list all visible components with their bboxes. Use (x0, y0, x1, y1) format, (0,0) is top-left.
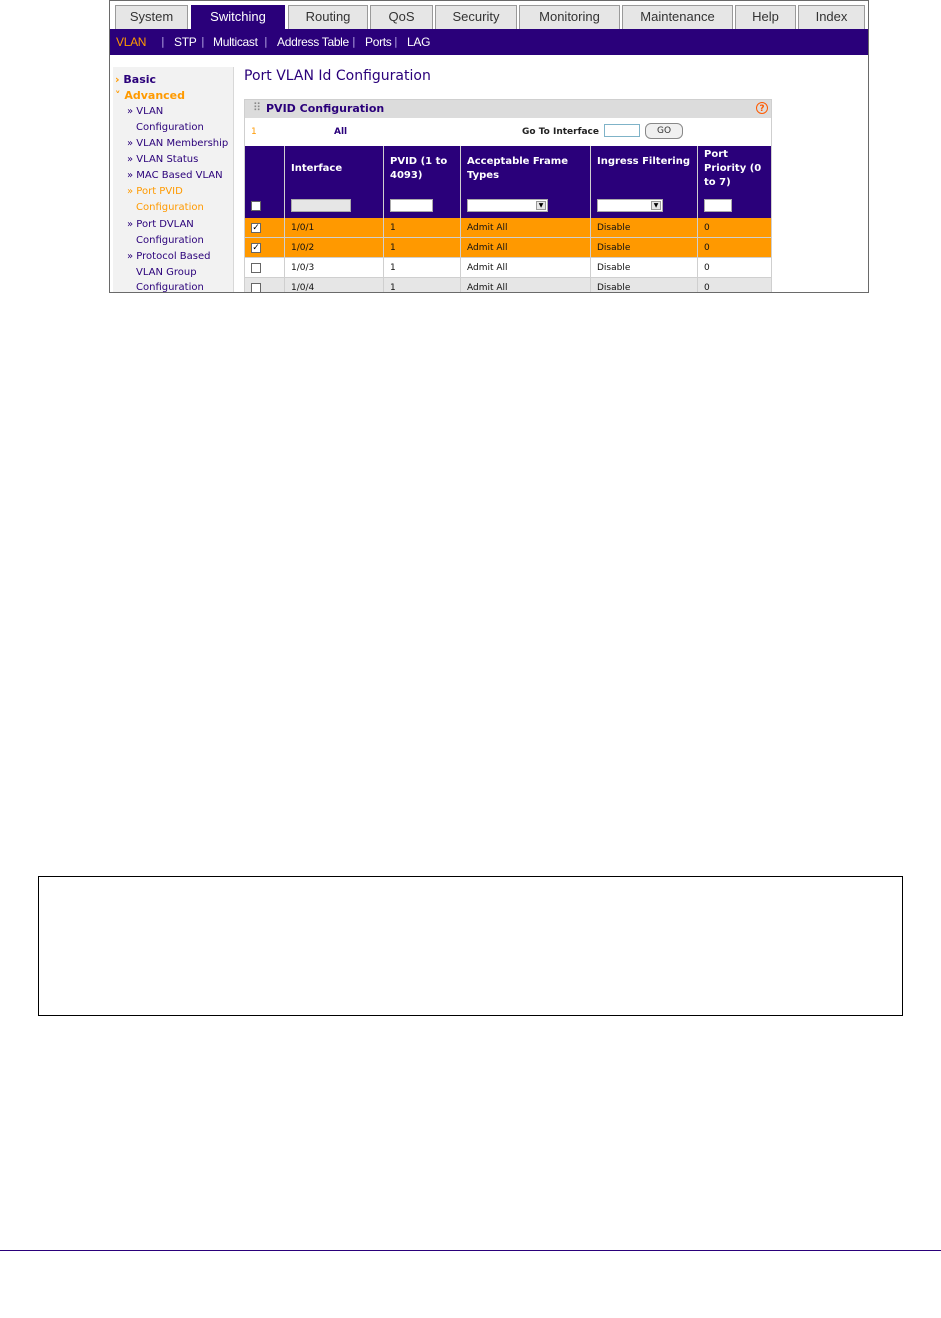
filter-frame-types-cell (461, 194, 591, 218)
all-link[interactable]: All (334, 127, 348, 137)
header-select (245, 146, 285, 194)
pvid-configuration-panel (244, 99, 772, 293)
row-checkbox[interactable] (251, 283, 261, 293)
filter-pvid-cell (384, 194, 461, 218)
nav-advanced[interactable] (115, 89, 185, 102)
nav-port-pvid-configuration[interactable]: » Port PVID (127, 186, 183, 197)
filter-select-cell (245, 194, 285, 218)
row-port-priority: 0 (698, 218, 771, 238)
row-frame-types: Admit All (461, 218, 591, 238)
subnav-address-table[interactable]: Address Table (277, 35, 349, 49)
filter-priority-cell (698, 194, 771, 218)
nav-advanced-label: Advanced (124, 89, 186, 102)
row-pvid: 1 (384, 278, 461, 293)
nav-vlan-membership[interactable]: » VLAN Membership (127, 138, 229, 149)
pagination-row (245, 122, 771, 142)
subnav-ports[interactable]: Ports (365, 35, 392, 49)
chevron-right-icon: › (115, 73, 120, 86)
tab-qos[interactable]: QoS (370, 5, 433, 29)
row-pvid: 1 (384, 218, 461, 238)
chevron-down-icon: ˅ (115, 89, 121, 102)
nav-vlan-configuration[interactable]: » VLAN (127, 106, 164, 117)
goto-interface-input[interactable] (604, 124, 640, 137)
subnav-separator: | (201, 35, 205, 48)
subnav-lag[interactable]: LAG (407, 35, 431, 49)
row-checkbox[interactable] (251, 263, 261, 273)
page-number-link[interactable]: 1 (251, 127, 257, 137)
subnav-vlan[interactable]: VLAN (116, 35, 147, 49)
filter-interface-cell (285, 194, 384, 218)
row-ingress-filtering: Disable (591, 218, 698, 238)
row-checkbox[interactable]: ✓ (252, 243, 260, 253)
footer-rule (0, 1250, 941, 1251)
port-priority-input[interactable] (704, 199, 732, 212)
nav-port-dvlan-configuration-line2[interactable]: Configuration (136, 235, 204, 246)
panel-header (245, 100, 771, 118)
header-interface: Interface (285, 146, 384, 194)
row-select-cell (245, 218, 285, 238)
subnav-separator: | (264, 35, 268, 48)
row-ingress-filtering: Disable (591, 238, 698, 258)
nav-protocol-based-vlan-group[interactable]: » Protocol Based (127, 251, 211, 262)
header-acceptable-frame-types: Acceptable Frame Types (461, 146, 591, 194)
drag-handle-icon: ⠿ (253, 101, 262, 114)
nav-basic[interactable] (115, 73, 156, 86)
ingress-filtering-select[interactable] (597, 199, 663, 212)
tab-monitoring[interactable]: Monitoring (519, 5, 620, 29)
select-all-checkbox[interactable] (251, 201, 261, 211)
row-frame-types: Admit All (461, 238, 591, 258)
row-port-priority: 0 (698, 258, 771, 278)
tab-switching[interactable]: Switching (191, 5, 285, 29)
header-ingress-filtering: Ingress Filtering (591, 146, 698, 194)
subnav-stp[interactable]: STP (174, 35, 197, 49)
row-select-cell (245, 278, 285, 293)
row-frame-types: Admit All (461, 258, 591, 278)
row-select-cell (245, 258, 285, 278)
screenshot-frame (109, 0, 869, 293)
tab-index[interactable]: Index (798, 5, 865, 29)
row-frame-types: Admit All (461, 278, 591, 293)
sub-navigation (110, 29, 868, 55)
header-port-priority: Port Priority (0 to 7) (698, 146, 771, 194)
interface-filter-field (291, 199, 351, 212)
nav-protocol-based-vlan-group-line3[interactable]: Configuration (136, 282, 204, 293)
subnav-multicast[interactable]: Multicast (213, 35, 258, 49)
row-ingress-filtering: Disable (591, 278, 698, 293)
row-pvid: 1 (384, 238, 461, 258)
dropdown-arrow-icon: ▼ (536, 201, 546, 210)
row-ingress-filtering: Disable (591, 258, 698, 278)
nav-protocol-based-vlan-group-line2[interactable]: VLAN Group (136, 267, 197, 278)
tab-help[interactable]: Help (735, 5, 796, 29)
left-navigation (113, 67, 234, 293)
row-port-priority: 0 (698, 238, 771, 258)
row-interface: 1/0/3 (285, 258, 384, 278)
goto-interface-label: Go To Interface (522, 127, 599, 137)
row-port-priority: 0 (698, 278, 771, 293)
subnav-separator: | (394, 35, 398, 48)
row-interface: 1/0/2 (285, 238, 384, 258)
row-interface: 1/0/4 (285, 278, 384, 293)
pvid-input[interactable] (390, 199, 433, 212)
row-interface: 1/0/1 (285, 218, 384, 238)
nav-basic-label: Basic (123, 73, 157, 86)
page-title: Port VLAN Id Configuration (244, 68, 431, 84)
tab-routing[interactable]: Routing (288, 5, 368, 29)
subnav-separator: | (161, 35, 165, 48)
tab-maintenance[interactable]: Maintenance (622, 5, 733, 29)
frame-types-select[interactable] (467, 199, 548, 212)
nav-vlan-configuration-line2[interactable]: Configuration (136, 122, 204, 133)
tab-system[interactable]: System (115, 5, 188, 29)
filter-ingress-cell (591, 194, 698, 218)
empty-note-box (38, 876, 903, 1016)
nav-port-dvlan-configuration[interactable]: » Port DVLAN (127, 219, 194, 230)
top-tab-bar (110, 1, 868, 29)
subnav-separator: | (352, 35, 356, 48)
nav-vlan-status[interactable]: » VLAN Status (127, 154, 199, 165)
row-pvid: 1 (384, 258, 461, 278)
row-checkbox[interactable]: ✓ (252, 223, 260, 233)
help-icon[interactable]: ? (756, 102, 768, 114)
panel-title: PVID Configuration (266, 102, 385, 115)
dropdown-arrow-icon: ▼ (651, 201, 661, 210)
go-button[interactable]: GO (645, 123, 683, 139)
nav-port-pvid-configuration-line2[interactable]: Configuration (136, 202, 204, 213)
header-pvid: PVID (1 to 4093) (384, 146, 461, 194)
nav-mac-based-vlan[interactable]: » MAC Based VLAN (127, 170, 223, 181)
tab-security[interactable]: Security (435, 5, 517, 29)
row-select-cell (245, 238, 285, 258)
